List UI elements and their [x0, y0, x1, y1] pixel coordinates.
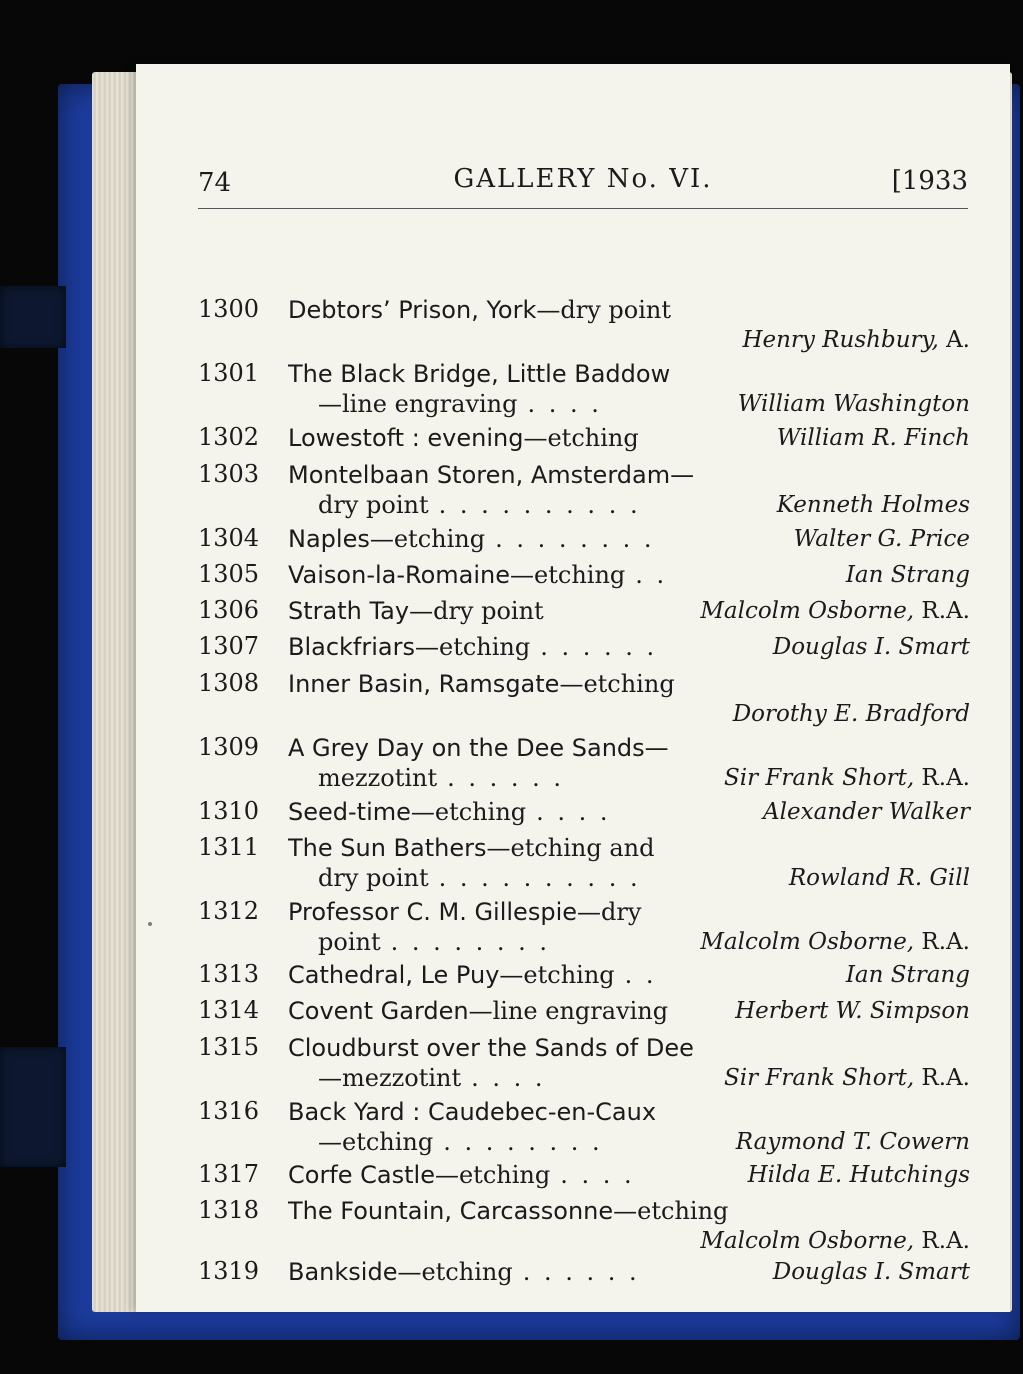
page-header: [198, 162, 968, 209]
entry-medium: —etching: [523, 424, 639, 452]
artist-suffix: R.A.: [914, 1228, 970, 1254]
entry-artist: [692, 1227, 970, 1255]
leader-dots: . . . . . .: [522, 1258, 640, 1286]
entry-title: The Sun Bathers: [288, 834, 487, 862]
entry-title: Bankside: [288, 1258, 398, 1286]
entry-medium: —etching: [369, 525, 486, 553]
entry-artist: [692, 597, 970, 625]
entry-medium: —etching: [613, 1197, 729, 1225]
entry-line-1: [288, 1034, 970, 1064]
entry-title: Covent Garden: [288, 997, 469, 1025]
entry-number: 1300: [198, 295, 260, 323]
entry-number: 1313: [198, 960, 260, 988]
artist-name: Sir Frank Short,: [724, 765, 915, 791]
entry-number: 1309: [198, 733, 260, 761]
artist-name: Dorothy E. Bradford: [732, 701, 970, 727]
entry-number: 1312: [198, 897, 260, 925]
entry-number: 1308: [198, 669, 260, 697]
artist-suffix: A.: [938, 327, 970, 353]
leader-dots: . . . . . .: [447, 764, 565, 792]
entry-medium: —etching: [499, 961, 615, 989]
entry-medium: —etching: [559, 670, 675, 698]
entry-artist: [730, 390, 970, 418]
entry-number: 1301: [198, 359, 260, 387]
artist-name: Hilda E. Hutchings: [747, 1162, 970, 1188]
leader-dots: . . . . . .: [540, 633, 658, 661]
entry-title: Debtors’ Prison, York: [288, 296, 537, 324]
artist-name: Douglas I. Smart: [772, 634, 970, 660]
entry-line-1: [288, 360, 970, 390]
entry-line-1: [288, 1197, 970, 1227]
leader-dots: . . . . . . . .: [443, 1128, 603, 1156]
entry-number: 1316: [198, 1097, 260, 1125]
artist-name: Ian Strang: [845, 562, 970, 588]
leader-dots: . . . . . . . .: [390, 928, 551, 956]
leader-dots: . . . .: [471, 1064, 546, 1092]
entry-artist: [786, 525, 970, 553]
entry-artist: [769, 491, 970, 519]
gallery-title: GALLERY No. VI.: [453, 164, 713, 194]
artist-name: Kenneth Holmes: [776, 492, 970, 518]
artist-name: Sir Frank Short,: [724, 1065, 915, 1091]
artist-suffix: R.A.: [914, 929, 970, 955]
entry-medium-continued: —line engraving: [318, 390, 518, 418]
entry-artist: [716, 1064, 970, 1092]
leader-dots: . . . .: [527, 390, 602, 418]
paper-speck: [148, 922, 152, 926]
leader-dots: . . . .: [560, 1161, 635, 1189]
entry-line-1: [288, 834, 970, 864]
entry-artist: [727, 997, 970, 1025]
entry-number: 1302: [198, 423, 260, 451]
entry-number: 1314: [198, 996, 260, 1024]
entry-number: 1311: [198, 833, 260, 861]
entry-title: Blackfriars: [288, 633, 415, 661]
entry-medium-continued: dry point: [318, 864, 429, 892]
entry-line-1: [288, 1098, 970, 1128]
entry-medium: —etching: [397, 1258, 513, 1286]
artist-name: Malcolm Osborne,: [700, 598, 915, 624]
entry-number: 1303: [198, 460, 260, 488]
leader-dots: . . . . . . . .: [495, 525, 655, 553]
entry-medium: —etching: [510, 561, 626, 589]
entry-number: 1305: [198, 560, 260, 588]
entry-line-1: [288, 898, 970, 928]
book-page: [136, 64, 1010, 1312]
artist-suffix: R.A.: [914, 1065, 970, 1091]
entry-number: 1319: [198, 1257, 260, 1285]
artist-name: William R. Finch: [776, 425, 970, 451]
entry-title: A Grey Day on the Dee Sands—: [288, 734, 669, 762]
ribbon-bookmark-top: [0, 286, 66, 348]
entry-artist: [740, 1161, 970, 1189]
entry-number: 1318: [198, 1196, 260, 1224]
entry-title: Inner Basin, Ramsgate: [288, 670, 560, 698]
entry-artist: [734, 326, 970, 354]
artist-name: Walter G. Price: [793, 526, 970, 552]
entry-number: 1310: [198, 797, 260, 825]
entry-artist: [769, 424, 970, 452]
entry-medium: —etching: [410, 798, 527, 826]
entry-title: The Black Bridge, Little Baddow: [288, 360, 671, 388]
entry-title: Cloudburst over the Sands of Dee: [288, 1034, 694, 1062]
page-number: 74: [198, 168, 232, 198]
entry-artist: [765, 1258, 970, 1286]
entry-artist: [765, 633, 970, 661]
entry-medium: —etching: [434, 1161, 551, 1189]
artist-name: Henry Rushbury,: [742, 327, 939, 353]
entry-medium-continued: —etching: [318, 1128, 434, 1156]
entry-number: 1304: [198, 524, 260, 552]
entry-title: Cathedral, Le Puy: [288, 961, 500, 989]
entry-artist: [725, 700, 970, 728]
entry-medium: —etching: [415, 633, 531, 661]
entry-title: Vaison-la-Romaine: [288, 561, 511, 589]
entry-medium: —dry point: [409, 597, 544, 625]
entry-number: 1315: [198, 1033, 260, 1061]
entry-number: 1317: [198, 1160, 260, 1188]
leader-dots: . . . .: [536, 798, 611, 826]
entry-artist: [728, 1128, 970, 1156]
entry-medium: —line engraving: [468, 997, 669, 1025]
entry-medium: —dry point: [536, 296, 671, 324]
entry-medium: —etching and: [486, 834, 655, 862]
entry-line-1: [288, 461, 970, 491]
entry-artist: [716, 764, 970, 792]
artist-name: Ian Strang: [845, 962, 970, 988]
entry-artist: [692, 928, 970, 956]
entry-artist: [838, 961, 970, 989]
artist-suffix: R.A.: [914, 765, 970, 791]
entry-title: Lowestoft : evening: [288, 424, 524, 452]
artist-suffix: R.A.: [914, 598, 970, 624]
entry-title: The Fountain, Carcassonne: [288, 1197, 614, 1225]
leader-dots: . . . . . . . . . .: [438, 491, 641, 519]
artist-name: Herbert W. Simpson: [735, 998, 970, 1024]
artist-name: Malcolm Osborne,: [700, 1228, 915, 1254]
entry-medium-continued: —mezzotint: [318, 1064, 462, 1092]
artist-name: Douglas I. Smart: [772, 1259, 970, 1285]
page-year: [1933: [891, 166, 968, 196]
entry-title: Professor C. M. Gillespie: [288, 898, 577, 926]
entry-medium-continued: dry point: [318, 491, 429, 519]
entry-line-1: [288, 734, 970, 764]
entry-artist: [838, 561, 970, 589]
entry-artist: [755, 798, 970, 826]
entry-title: Back Yard : Caudebec-en-Caux: [288, 1098, 657, 1126]
artist-name: Malcolm Osborne,: [700, 929, 915, 955]
entry-number: 1306: [198, 596, 260, 624]
entry-title: Naples: [288, 525, 370, 553]
entry-number: 1307: [198, 632, 260, 660]
entry-medium: —dry: [577, 898, 642, 926]
entry-artist: [781, 864, 970, 892]
artist-name: Raymond T. Cowern: [735, 1129, 970, 1155]
entry-line-1: [288, 296, 970, 326]
ribbon-bookmark-bottom: [0, 1047, 66, 1167]
artist-name: Alexander Walker: [763, 799, 970, 825]
entry-line-1: [288, 670, 970, 700]
entry-title: Seed-time: [288, 798, 411, 826]
leader-dots: . . . . . . . . . .: [438, 864, 641, 892]
entry-title: Corfe Castle: [288, 1161, 435, 1189]
leader-dots: . .: [635, 561, 668, 589]
entry-title: Montelbaan Storen, Amsterdam—: [288, 461, 695, 489]
entry-medium-continued: point: [318, 928, 381, 956]
artist-name: William Washington: [737, 391, 970, 417]
leader-dots: . .: [624, 961, 657, 989]
artist-name: Rowland R. Gill: [788, 865, 970, 891]
entry-medium-continued: mezzotint: [318, 764, 438, 792]
entry-title: Strath Tay: [288, 597, 410, 625]
